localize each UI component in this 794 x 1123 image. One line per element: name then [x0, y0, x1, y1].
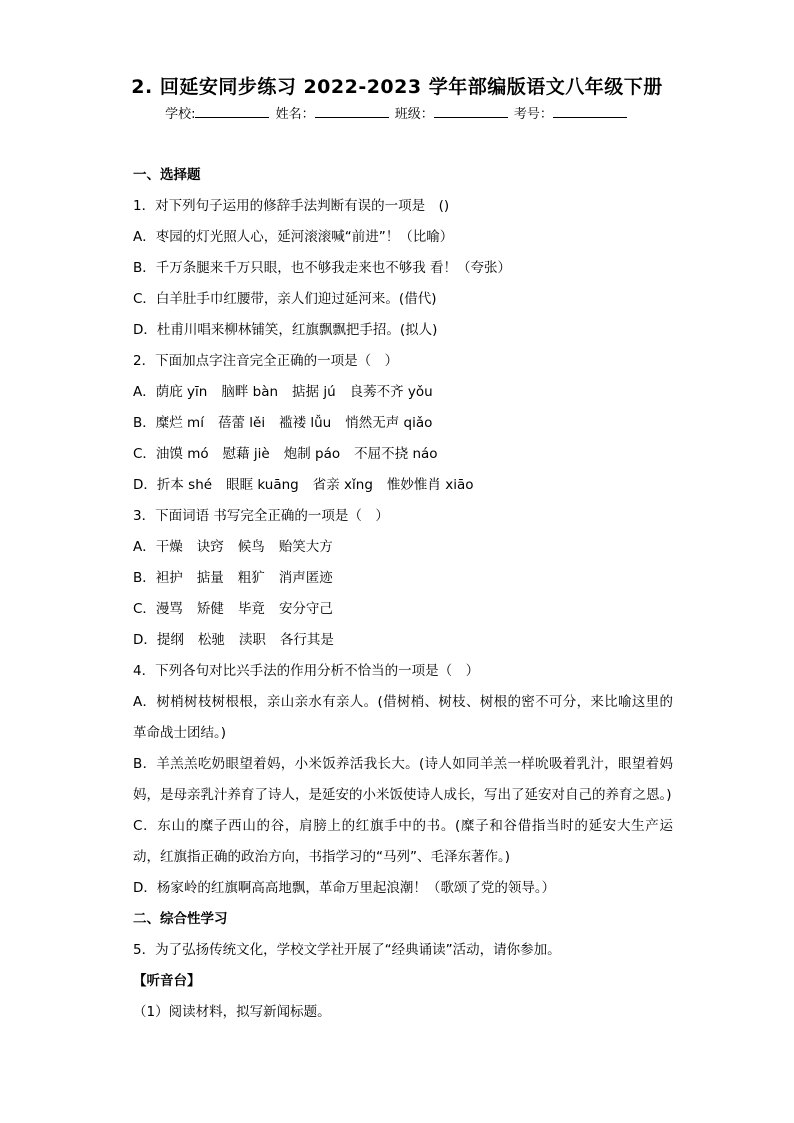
- option-item: 褴褛 lǚu: [279, 415, 332, 431]
- exam-number-label: 考号：: [513, 107, 553, 122]
- class-label: 班级：: [394, 107, 434, 122]
- option-item: B．袒护: [133, 570, 183, 586]
- option-item: 惟妙惟肖 xiāo: [386, 477, 474, 493]
- option-item: B．糜烂 mí: [133, 415, 204, 431]
- question-2-option-d[interactable]: [133, 470, 673, 501]
- option-item: 各行其是: [279, 632, 334, 648]
- option-item: 脑畔 bàn: [221, 384, 279, 400]
- option-item: C．油馍 mó: [133, 446, 209, 462]
- section-heading-choice: 一、选择题: [133, 167, 201, 183]
- option-item: 矫健: [196, 601, 224, 617]
- option-item: 掂量: [196, 570, 224, 586]
- school-blank[interactable]: [195, 105, 269, 118]
- option-item: 炮制 páo: [283, 446, 341, 462]
- option-item: 候鸟: [237, 539, 265, 555]
- option-item: 悄然无声 qiǎo: [345, 415, 433, 431]
- question-3-option-b[interactable]: [133, 563, 673, 594]
- option-item: 慰藉 jiè: [222, 446, 270, 462]
- question-4-option-d[interactable]: D．杨家岭的红旗啊高高地飘，革命万里起浪潮！（歌颂了党的领导。）: [133, 880, 556, 896]
- option-item: D．提纲: [133, 632, 184, 648]
- section-heading-comprehensive: 二、综合性学习: [133, 911, 228, 927]
- question-4-option-a[interactable]: A．树梢树枝树根根，亲山亲水有亲人。(借树梢、树枝、树根的密不可分，来比喻这里的革命战士团结。): [133, 694, 673, 741]
- question-1-option-d[interactable]: D．杜甫川唱来柳林铺笑，红旗飘飘把手招。(拟人): [133, 322, 438, 338]
- question-3-stem: 3．下面词语 书写完全正确的一项是（ ）: [133, 508, 389, 524]
- option-item: 粗犷: [237, 570, 265, 586]
- option-item: 渎职: [238, 632, 266, 648]
- option-item: C．漫骂: [133, 601, 183, 617]
- option-item: D．折本 shé: [133, 477, 213, 493]
- student-info-row: [0, 103, 794, 122]
- question-1-option-c[interactable]: C．白羊肚手巾红腰带，亲人们迎过延河来。(借代): [133, 291, 437, 307]
- question-2-option-c[interactable]: [133, 439, 673, 470]
- question-2-stem: 2．下面加点字注音完全正确的一项是（ ）: [133, 353, 399, 369]
- question-3-option-c[interactable]: [133, 594, 673, 625]
- option-item: 良莠不齐 yǒu: [349, 384, 433, 400]
- option-item: 掂据 jú: [292, 384, 336, 400]
- option-item: A．干燥: [133, 539, 183, 555]
- question-2-option-a[interactable]: [133, 377, 673, 408]
- option-item: 松驰: [197, 632, 225, 648]
- question-4-option-b[interactable]: B．羊羔羔吃奶眼望着妈，小米饭养活我长大。(诗人如同羊羔一样吮吸着乳汁，眼望着妈妈，是母亲乳汁养育了诗人，是延安的小米饭使诗人成长，写出了延安对自己的养育之恩。): [133, 756, 673, 803]
- question-4-stem: 4．下列各句对比兴手法的作用分析不恰当的一项是（ ）: [133, 663, 480, 679]
- question-4-option-c[interactable]: C．东山的糜子西山的谷，肩膀上的红旗手中的书。(糜子和谷借指当时的延安大生产运动，红旗指正确的政治方向，书指学习的“马列”、毛泽东著作。): [133, 818, 673, 865]
- option-item: 不屈不挠 náo: [354, 446, 438, 462]
- question-1-option-a[interactable]: A．枣园的灯光照人心，延河滚滚喊“前进”！（比喻）: [133, 229, 454, 245]
- option-item: A．荫庇 yīn: [133, 384, 208, 400]
- question-5-stem: 5．为了弘扬传统文化，学校文学社开展了“经典诵读”活动，请你参加。: [133, 942, 561, 958]
- question-5-subheading: 【听音台】: [133, 973, 201, 989]
- option-item: 蓓蕾 lěi: [217, 415, 266, 431]
- option-item: 省亲 xǐng: [312, 477, 373, 493]
- option-item: 安分守己: [278, 601, 333, 617]
- question-3-option-d[interactable]: [133, 625, 673, 656]
- exam-number-blank[interactable]: [553, 105, 627, 118]
- question-1-option-b[interactable]: B．千万条腿来千万只眼，也不够我走来也不够我 看！（夸张）: [133, 260, 512, 276]
- question-1-stem: 1．对下列句子运用的修辞手法判断有误的一项是 (): [133, 198, 450, 214]
- question-2-option-b[interactable]: [133, 408, 673, 439]
- option-item: 消声匿迹: [278, 570, 333, 586]
- option-item: 毕竟: [237, 601, 265, 617]
- name-label: 姓名：: [275, 107, 315, 122]
- page-title: 2. 回延安同步练习 2022-2023 学年部编版语文八年级下册: [131, 76, 663, 98]
- option-item: 贻笑大方: [278, 539, 333, 555]
- name-blank[interactable]: [315, 105, 389, 118]
- school-label: 学校:: [165, 107, 196, 122]
- question-3-option-a[interactable]: [133, 532, 673, 563]
- option-item: 眼眶 kuāng: [226, 477, 299, 493]
- question-5-sub-1: （1）阅读材料，拟写新闻标题。: [133, 1004, 331, 1020]
- class-blank[interactable]: [434, 105, 508, 118]
- question-content: [133, 160, 673, 1028]
- option-item: 诀窍: [196, 539, 224, 555]
